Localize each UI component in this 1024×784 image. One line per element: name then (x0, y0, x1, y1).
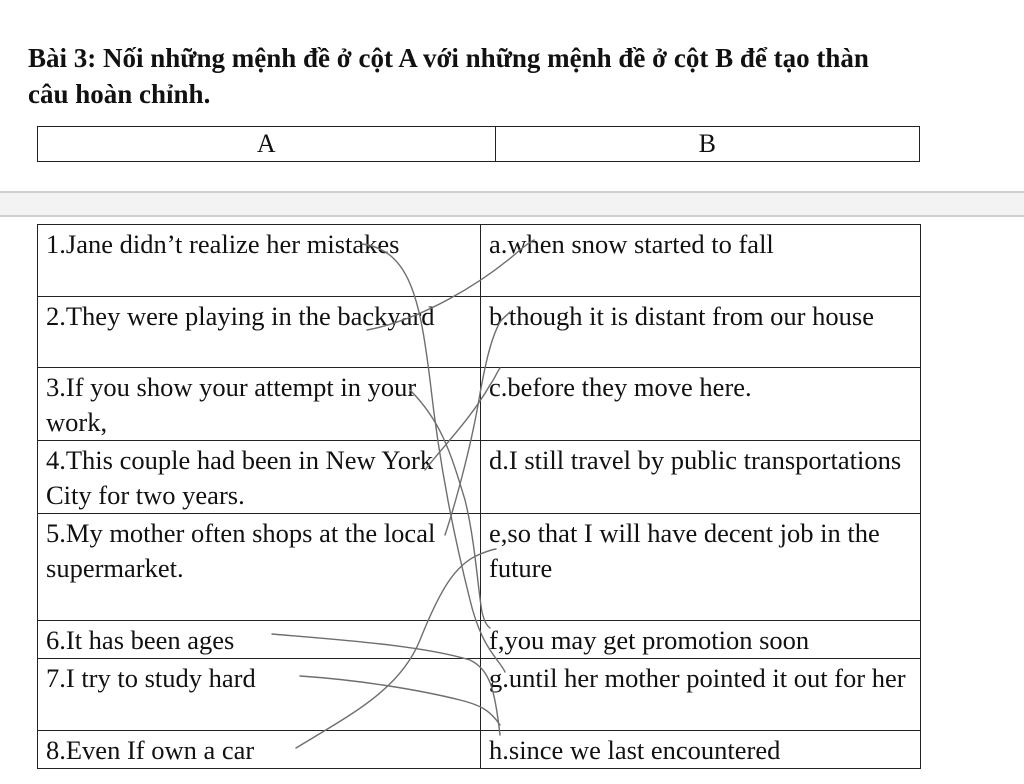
clause-b-e: e,so that I will have decent job in the future (481, 514, 921, 621)
clause-a-6: 6.It has been ages (38, 621, 481, 659)
page-break-gap (0, 191, 1024, 217)
table-row (38, 514, 921, 621)
clause-b-c: c.before they move here. (481, 368, 921, 441)
matching-table (37, 224, 921, 769)
clause-b-d: d.I still travel by public transportations (481, 441, 921, 514)
clause-a-4: 4.This couple had been in New York City for two years. (38, 441, 481, 514)
clause-b-g: g.until her mother pointed it out for her (481, 659, 921, 731)
exercise-title (28, 40, 1024, 112)
table-row (38, 659, 921, 731)
title-line-2: câu hoàn chỉnh. (28, 79, 211, 109)
title-line-1: Bài 3: Nối những mệnh đề ở cột A với những mệnh đề ở cột B để tạo thàn (28, 43, 869, 73)
table-row (38, 368, 921, 441)
header-column-a: A (38, 127, 496, 162)
clause-a-8: 8.Even If own a car (38, 731, 481, 769)
table-row (38, 441, 921, 514)
clause-a-3: 3.If you show your attempt in your work, (38, 368, 481, 441)
clause-b-h: h.since we last encountered (481, 731, 921, 769)
clause-b-f: f,you may get promotion soon (481, 621, 921, 659)
table-row (38, 225, 921, 297)
header-column-b: B (495, 127, 919, 162)
table-row (38, 621, 921, 659)
clause-a-5: 5.My mother often shops at the local supermarket. (38, 514, 481, 621)
clause-a-1: 1.Jane didn’t realize her mistakes (38, 225, 481, 297)
clause-a-7: 7.I try to study hard (38, 659, 481, 731)
column-header-table (37, 126, 920, 162)
table-row (38, 731, 921, 769)
clause-a-2: 2.They were playing in the backyard (38, 297, 481, 368)
clause-b-b: b.though it is distant from our house (481, 297, 921, 368)
clause-b-a: a.when snow started to fall (481, 225, 921, 297)
table-row (38, 297, 921, 368)
